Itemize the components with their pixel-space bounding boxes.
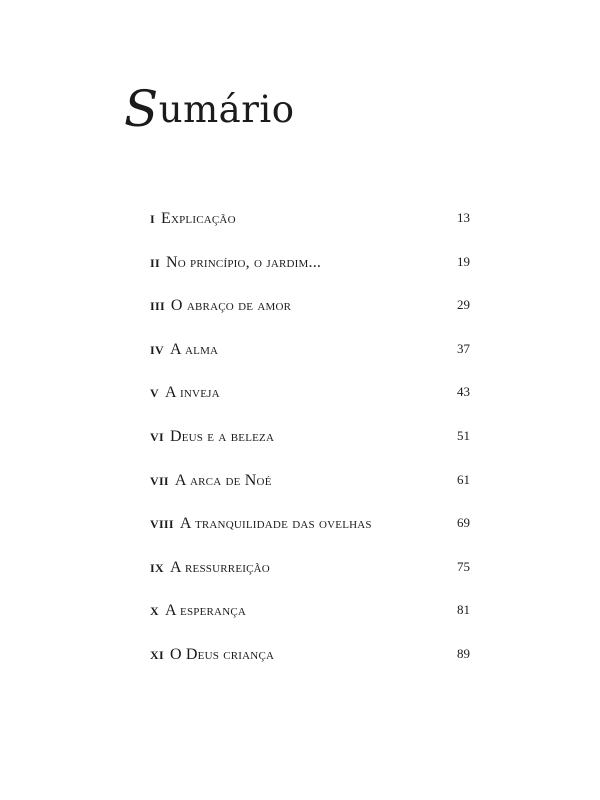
- chapter-number: VI: [150, 429, 164, 444]
- chapter-title: Explicação: [160, 210, 236, 227]
- table-of-contents: [150, 210, 470, 690]
- toc-entry: [150, 602, 470, 646]
- page-number: 89: [457, 645, 470, 661]
- toc-entry: [150, 428, 470, 472]
- chapter-title: A arca de Noé: [174, 471, 272, 489]
- chapter-number: X: [150, 604, 159, 619]
- title-initial: S: [124, 80, 159, 138]
- chapter-title: A inveja: [164, 384, 220, 402]
- chapter-number: VII: [150, 473, 169, 488]
- page-number: 51: [457, 427, 470, 443]
- page-number: 43: [457, 384, 470, 400]
- chapter-title: No princípio, o jardim...: [165, 253, 322, 271]
- chapter-number: IV: [150, 342, 164, 357]
- toc-entry: [150, 254, 470, 298]
- page-number: 69: [457, 515, 470, 531]
- chapter-title: O abraço de amor: [170, 297, 292, 315]
- toc-entry: [150, 341, 470, 385]
- chapter-title: A tranquilidade das ovelhas: [179, 515, 372, 533]
- toc-entry: [150, 384, 470, 428]
- page-number: 13: [457, 210, 470, 225]
- page-number: 61: [457, 471, 470, 487]
- chapter-number: II: [150, 255, 160, 270]
- toc-entry: [150, 210, 470, 254]
- page-number: 37: [457, 340, 470, 356]
- page-title: [124, 80, 295, 138]
- chapter-title: A esperança: [164, 602, 247, 620]
- chapter-number: VIII: [150, 517, 174, 532]
- toc-entry: [150, 646, 470, 690]
- chapter-number: V: [150, 386, 159, 401]
- chapter-title: A alma: [169, 340, 219, 358]
- page-number: 75: [457, 558, 470, 574]
- chapter-title: O Deus criança: [169, 645, 275, 663]
- page-number: 81: [457, 602, 470, 618]
- title-rest: umário: [158, 88, 295, 131]
- toc-entry: [150, 515, 470, 559]
- toc-entry: [150, 559, 470, 603]
- page-number: 19: [457, 253, 470, 269]
- chapter-number: XI: [150, 647, 164, 662]
- chapter-number: III: [150, 299, 165, 314]
- toc-entry: [150, 472, 470, 516]
- chapter-number: I: [150, 212, 155, 226]
- page-number: 29: [457, 297, 470, 313]
- toc-entry: [150, 297, 470, 341]
- chapter-title: Deus e a beleza: [169, 427, 275, 445]
- chapter-number: IX: [150, 560, 164, 575]
- chapter-title: A ressurreição: [169, 558, 270, 576]
